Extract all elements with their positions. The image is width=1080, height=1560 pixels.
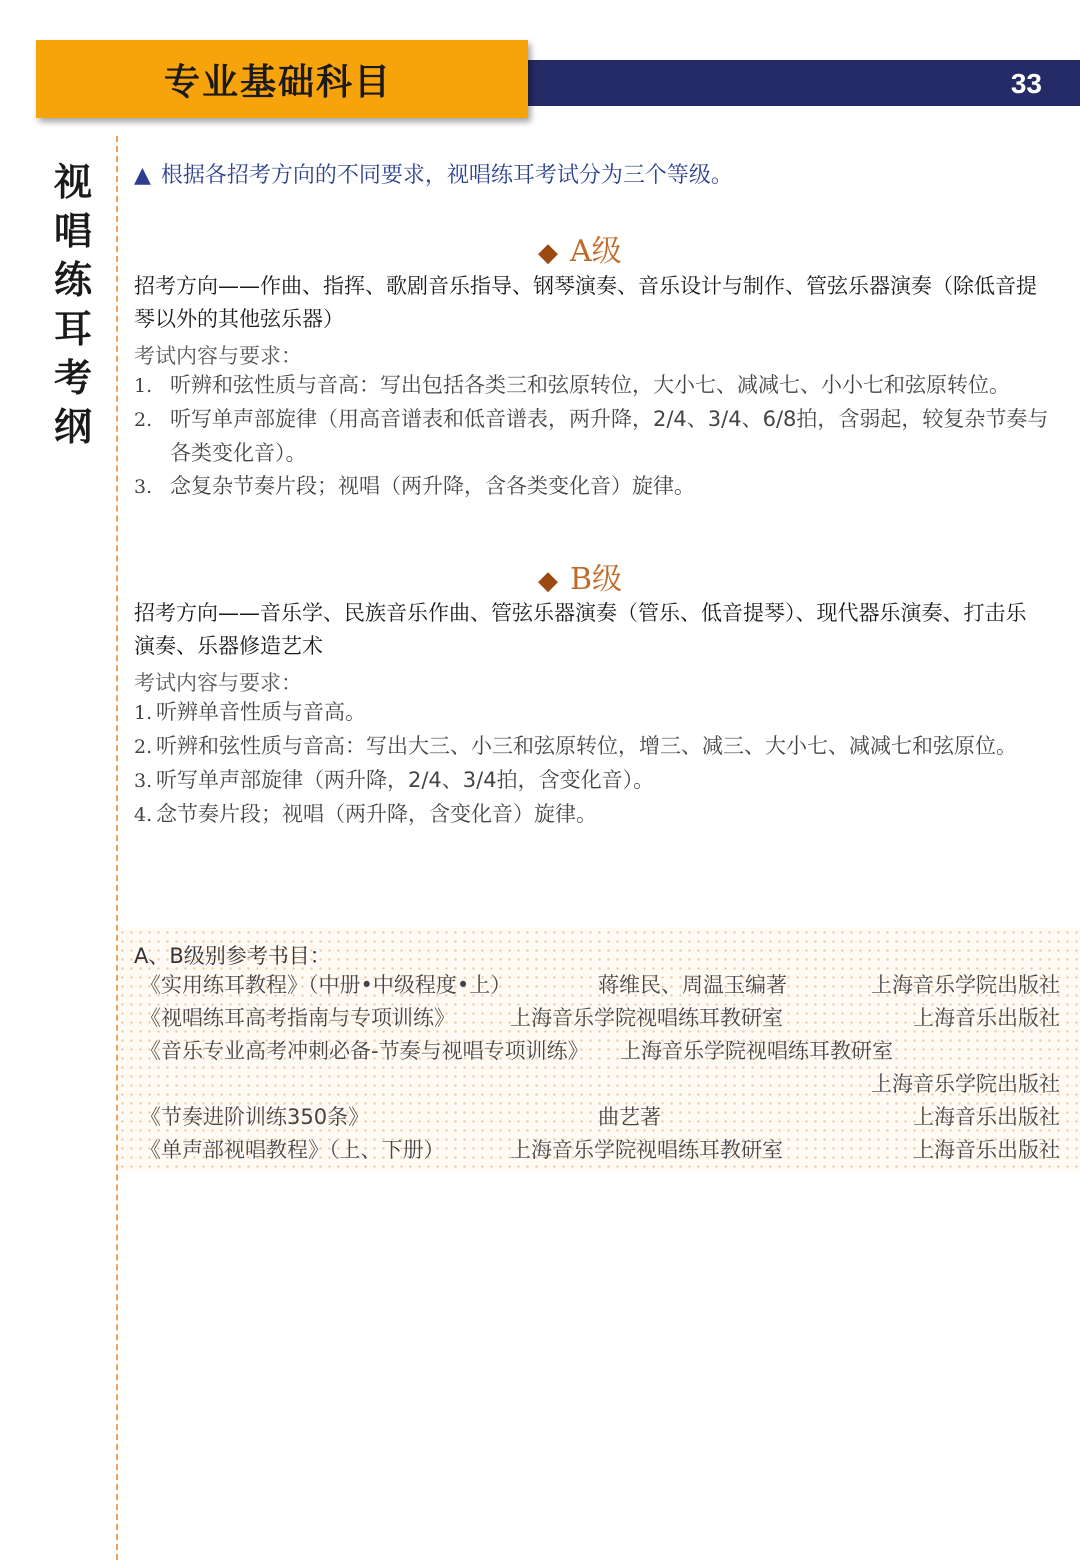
level-a-title: A级 bbox=[570, 234, 622, 269]
reference-book: 《视唱练耳高考指南与专项训练》 bbox=[140, 1006, 455, 1030]
level-b-heading bbox=[538, 554, 678, 598]
reference-author: 曲艺著 bbox=[598, 1105, 661, 1129]
reference-row bbox=[140, 1035, 1060, 1068]
section-title: 专业基础科目 bbox=[164, 62, 393, 103]
reference-row bbox=[140, 1068, 1060, 1101]
reference-author: 上海音乐学院视唱练耳教研室 bbox=[510, 1006, 783, 1030]
side-title-char: 练 bbox=[53, 258, 92, 302]
item-text: 听辨单音性质与音高。 bbox=[156, 700, 366, 724]
reference-title: A、B级别参考书目： bbox=[134, 944, 331, 968]
reference-publisher: 上海音乐出版社 bbox=[913, 1006, 1060, 1030]
list-item bbox=[134, 798, 1054, 832]
reference-publisher: 上海音乐出版社 bbox=[913, 1138, 1060, 1162]
item-text: 听辨和弦性质与音高：写出大三、小三和弦原转位，增三、减三、大小七、减减七和弦原位。 bbox=[156, 734, 1017, 758]
side-title-char: 唱 bbox=[53, 209, 92, 253]
level-b-requirements-label: 考试内容与要求： bbox=[134, 671, 302, 695]
level-a-requirements-label: 考试内容与要求： bbox=[134, 344, 302, 368]
reference-book: 《节奏进阶训练350条》 bbox=[140, 1105, 370, 1129]
reference-author: 蒋维民、周温玉编著 bbox=[598, 973, 787, 997]
item-text: 念复杂节奏片段；视唱（两升降，含各类变化音）旋律。 bbox=[170, 474, 695, 498]
reference-book: 《音乐专业高考冲刺必备-节奏与视唱专项训练》 bbox=[140, 1039, 589, 1063]
reference-row bbox=[140, 1101, 1060, 1134]
item-number: 2. bbox=[134, 409, 153, 431]
item-number: 1. bbox=[134, 702, 153, 724]
reference-book: 《实用练耳教程》（中册•中级程度•上） bbox=[140, 973, 512, 997]
header-bar bbox=[528, 60, 1080, 106]
item-number: 4. bbox=[134, 804, 153, 826]
reference-publisher: 上海音乐出版社 bbox=[913, 1105, 1060, 1129]
reference-author: 上海音乐学院视唱练耳教研室 bbox=[510, 1138, 783, 1162]
diamond-icon: ◆ bbox=[538, 238, 558, 268]
item-number: 3. bbox=[134, 476, 153, 498]
list-item bbox=[134, 696, 1054, 730]
list-item bbox=[134, 369, 1054, 403]
item-number: 2. bbox=[134, 736, 153, 758]
side-title-char: 考 bbox=[53, 356, 92, 400]
side-title-char: 视 bbox=[53, 160, 92, 204]
item-number: 1. bbox=[134, 375, 153, 397]
item-text: 听写单声部旋律（用高音谱表和低音谱表，两升降，2/4、3/4、6/8拍，含弱起，较复杂节奏与各类变化音）。 bbox=[170, 407, 1049, 465]
level-b-direction: 招考方向——音乐学、民族音乐作曲、管弦乐器演奏（管乐、低音提琴）、现代器乐演奏、打击乐演奏、乐器修造艺术 bbox=[134, 601, 1027, 658]
reference-author: 上海音乐学院视唱练耳教研室 bbox=[620, 1039, 893, 1063]
page-number: 33 bbox=[1010, 68, 1042, 99]
intro-text: 根据各招考方向的不同要求，视唱练耳考试分为三个等级。 bbox=[160, 163, 733, 188]
item-text: 念节奏片段；视唱（两升降，含变化音）旋律。 bbox=[156, 802, 597, 826]
reference-book: 《单声部视唱教程》（上、下册） bbox=[140, 1138, 445, 1162]
reference-row bbox=[140, 1134, 1060, 1167]
level-a-list bbox=[134, 369, 1054, 504]
dashed-divider bbox=[116, 136, 118, 1560]
reference-row bbox=[140, 1002, 1060, 1035]
list-item bbox=[134, 764, 1054, 798]
level-a-direction: 招考方向——作曲、指挥、歌剧音乐指导、钢琴演奏、音乐设计与制作、管弦乐器演奏（除低音提琴以外的其他弦乐器） bbox=[134, 274, 1037, 331]
list-item bbox=[134, 730, 1054, 764]
side-title bbox=[50, 158, 96, 452]
side-title-char: 纲 bbox=[53, 405, 92, 449]
section-tab bbox=[36, 40, 528, 118]
level-b-title: B级 bbox=[570, 562, 623, 597]
intro-line bbox=[134, 158, 733, 189]
reference-publisher: 上海音乐学院出版社 bbox=[871, 973, 1060, 997]
item-number: 3. bbox=[134, 770, 153, 792]
reference-publisher: 上海音乐学院出版社 bbox=[871, 1072, 1060, 1096]
item-text: 听辨和弦性质与音高：写出包括各类三和弦原转位，大小七、减减七、小小七和弦原转位。 bbox=[170, 373, 1010, 397]
diamond-icon: ◆ bbox=[538, 566, 558, 596]
level-a-heading bbox=[538, 226, 678, 270]
triangle-up-icon: ▲ bbox=[134, 163, 151, 188]
reference-row bbox=[140, 969, 1060, 1002]
level-b-list bbox=[134, 696, 1054, 832]
list-item bbox=[134, 403, 1054, 470]
side-title-char: 耳 bbox=[53, 307, 92, 351]
list-item bbox=[134, 470, 1054, 504]
item-text: 听写单声部旋律（两升降，2/4、3/4拍，含变化音）。 bbox=[156, 768, 655, 792]
